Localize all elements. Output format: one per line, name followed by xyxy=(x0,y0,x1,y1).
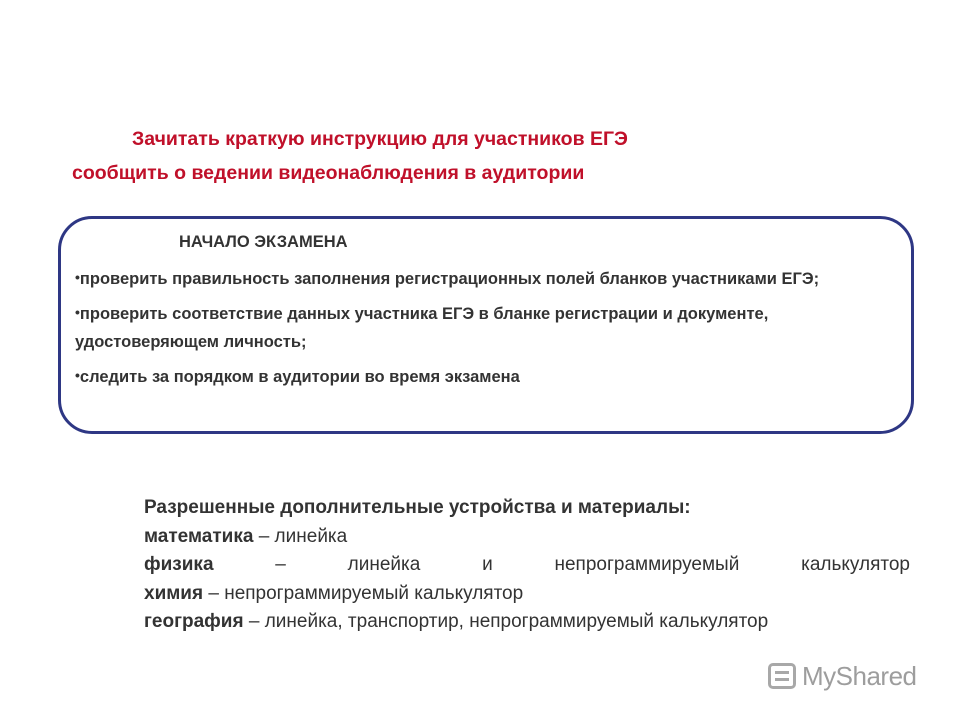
materials-row-math xyxy=(144,523,910,552)
exam-start-item-text: проверить соответствие данных участника ЕГЭ в бланке регистрации и документе, удостоверяющем личность; xyxy=(75,305,769,351)
bullet-icon: • xyxy=(75,269,80,285)
presentation-icon xyxy=(768,663,796,689)
exam-start-item xyxy=(75,363,855,391)
bullet-icon: • xyxy=(75,304,80,320)
intro-line-2: сообщить о ведении видеонаблюдения в аудитории xyxy=(72,162,585,184)
subject-items: – линейка и непрограммируемый калькулятор xyxy=(213,554,910,575)
bullet-icon: • xyxy=(75,367,80,383)
subject-items: – линейка xyxy=(253,525,348,547)
materials-row-geography xyxy=(144,608,910,637)
exam-start-item-text: следить за порядком в аудитории во время экзамена xyxy=(79,368,520,386)
subject-name: география xyxy=(144,611,244,632)
materials-row-physics xyxy=(144,551,910,580)
exam-start-panel xyxy=(58,216,914,434)
subject-items: – непрограммируемый калькулятор xyxy=(203,582,524,604)
myshared-watermark xyxy=(768,656,938,696)
intro-instructions xyxy=(72,122,872,190)
watermark-text: MyShared xyxy=(802,660,917,691)
materials-row-chemistry xyxy=(144,580,910,609)
exam-start-title: НАЧАЛО ЭКЗАМЕНА xyxy=(179,233,348,251)
subject-name: физика xyxy=(144,554,214,575)
exam-start-item xyxy=(75,300,855,356)
subject-items: – линейка, транспортир, непрограммируемый калькулятор xyxy=(243,611,769,632)
exam-start-item xyxy=(75,265,855,293)
intro-line-1: Зачитать краткую инструкцию для участников ЕГЭ xyxy=(132,128,628,150)
allowed-materials-heading: Разрешенные дополнительные устройства и материалы: xyxy=(144,497,691,518)
subject-name: математика xyxy=(144,525,254,547)
allowed-materials xyxy=(144,494,910,637)
exam-start-item-text: проверить правильность заполнения регистрационных полей бланков участниками ЕГЭ; xyxy=(79,270,820,288)
exam-start-list xyxy=(75,265,855,398)
subject-name: химия xyxy=(144,582,204,604)
